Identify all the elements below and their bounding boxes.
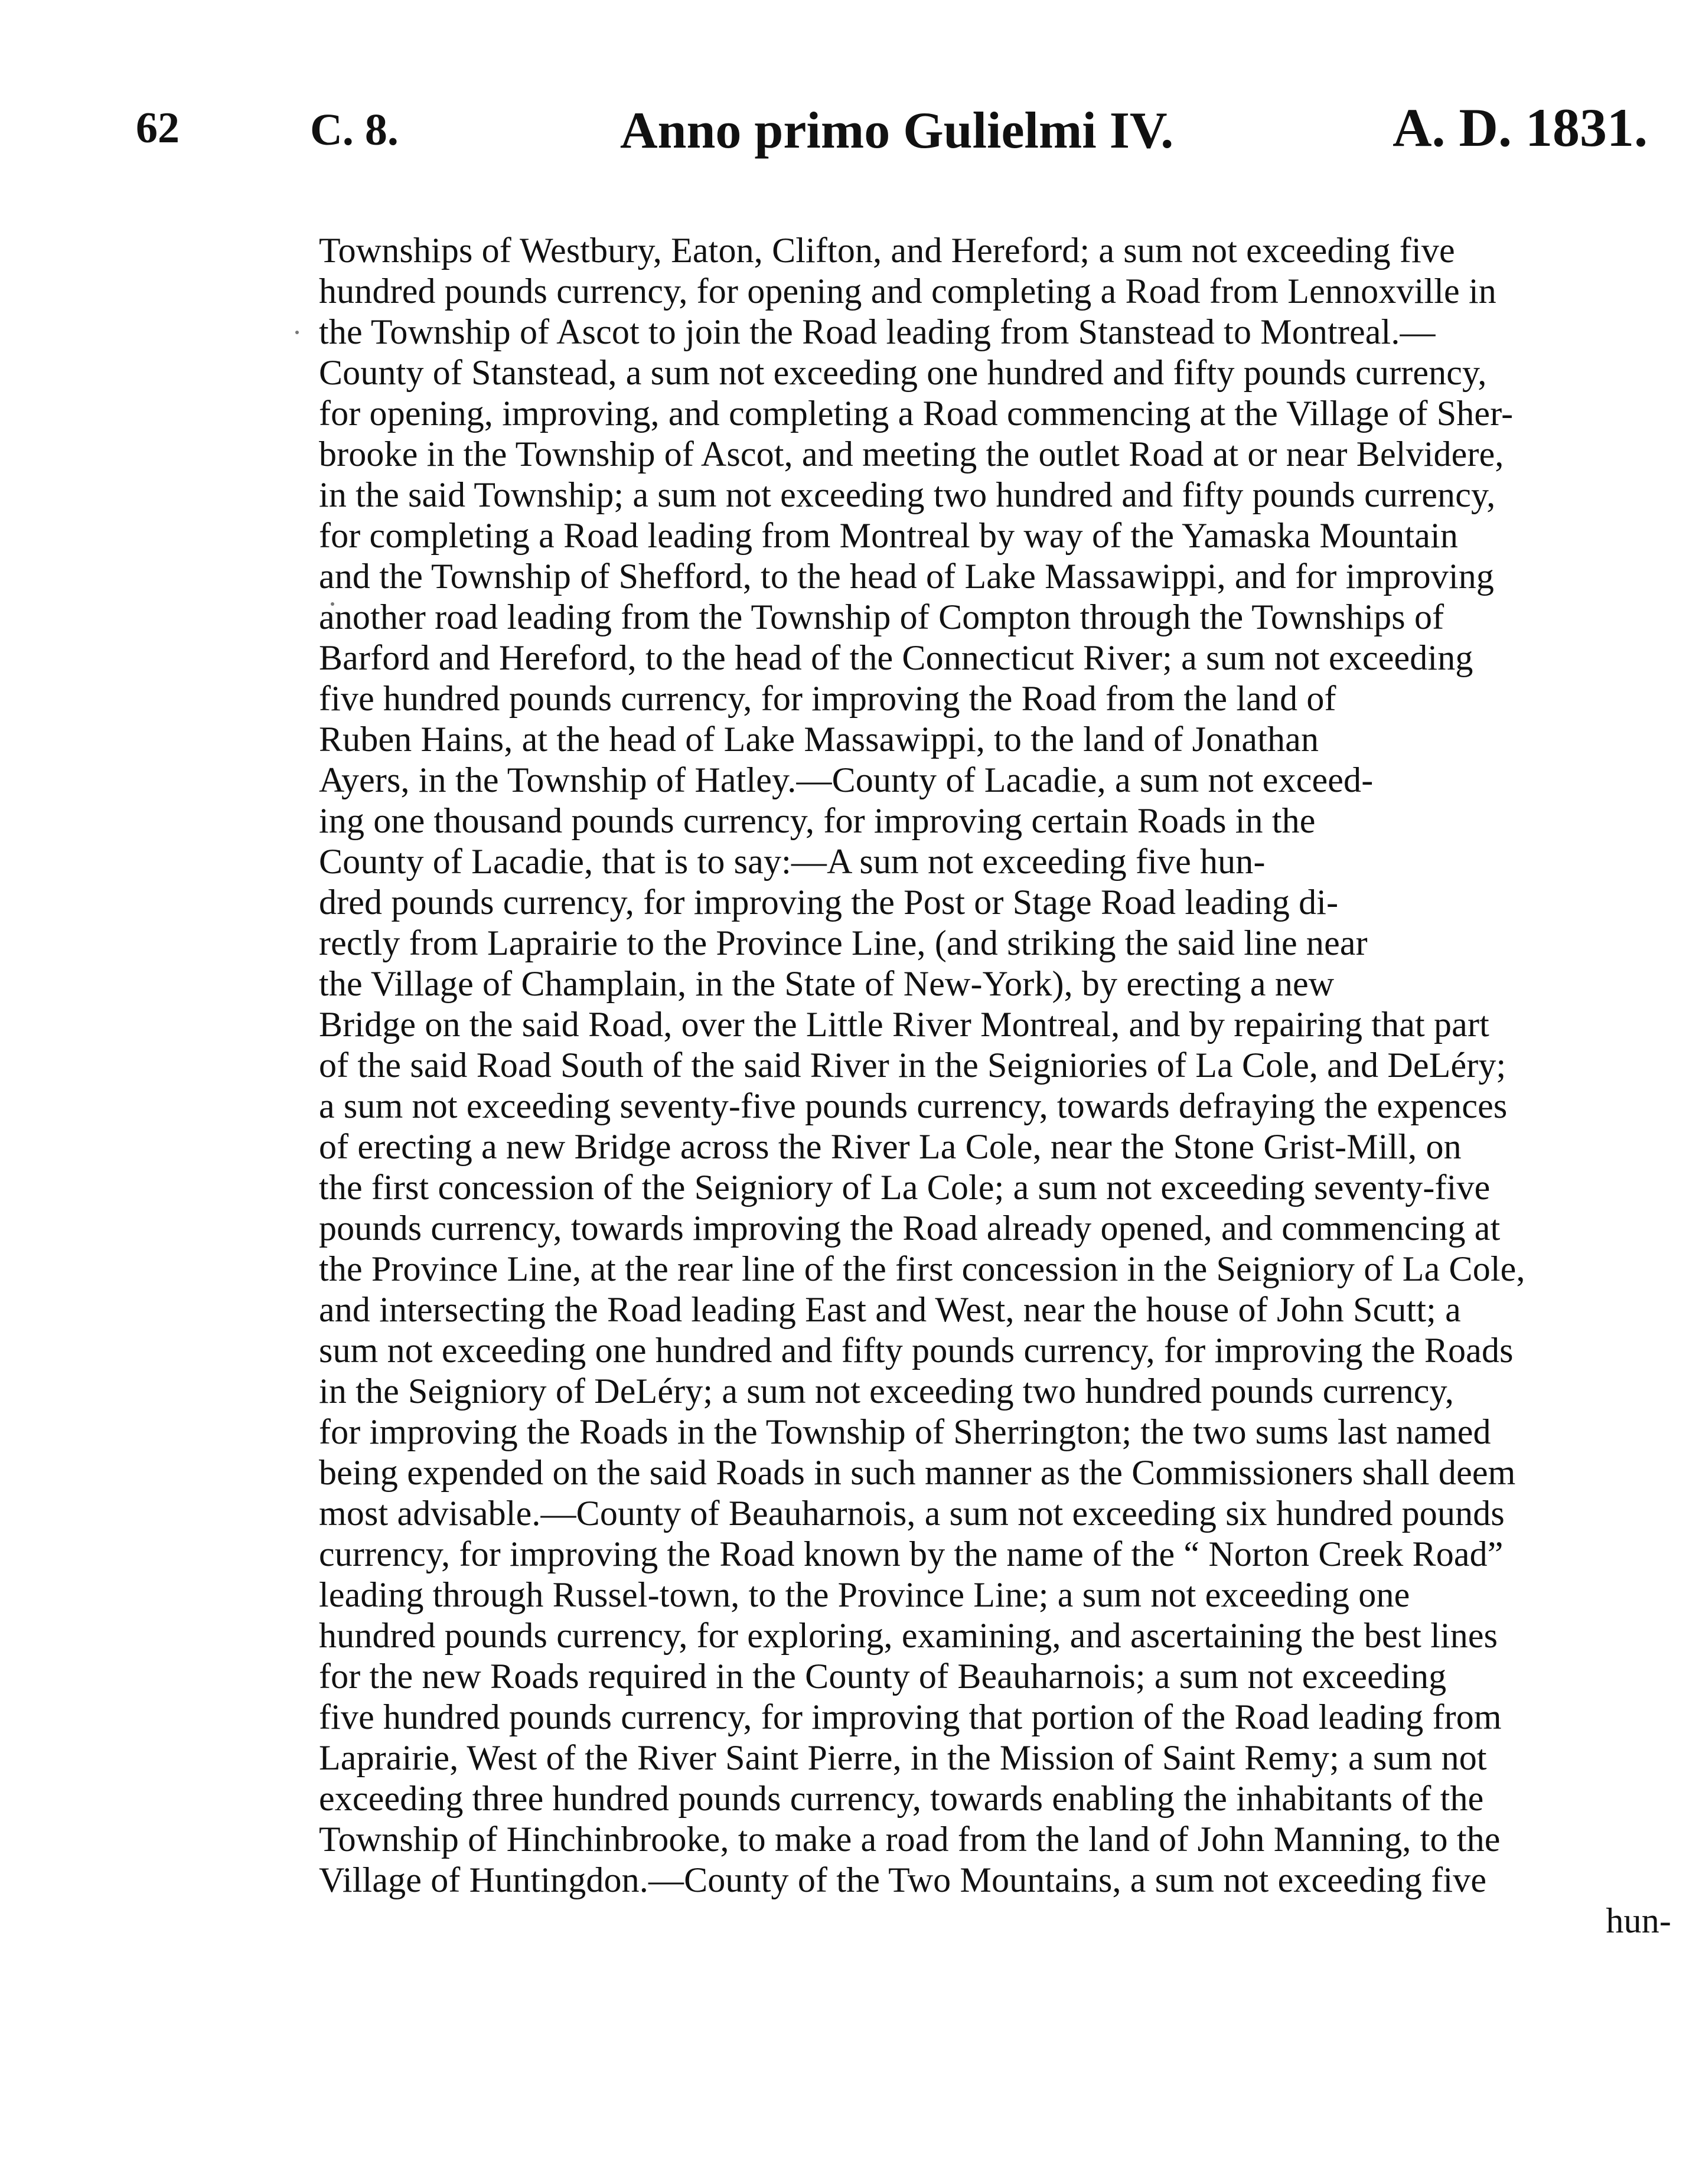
text-line: in the Seigniory of DeLéry; a sum not exceeding two hundred pounds currency, [319, 1372, 1454, 1411]
text-line: leading through Russel-town, to the Province Line; a sum not exceeding one [319, 1575, 1410, 1614]
text-line: sum not exceeding one hundred and fifty pounds currency, for improving the Roads [319, 1331, 1514, 1370]
text-line: another road leading from the Township of Compton through the Townships of [319, 598, 1444, 636]
text-line: Township of Hinchinbrooke, to make a road from the land of John Manning, to the [319, 1820, 1501, 1859]
chapter-number: C. 8. [310, 105, 399, 155]
text-line: most advisable.—County of Beauharnois, a sum not exceeding six hundred pounds [319, 1494, 1505, 1533]
text-line: for completing a Road leading from Montreal by way of the Yamaska Mountain [319, 516, 1459, 555]
regnal-year-title: Anno primo Gulielmi IV. [620, 102, 1174, 159]
text-line: the Township of Ascot to join the Road leading from Stanstead to Montreal.— [319, 312, 1436, 351]
text-line: the Village of Champlain, in the State of New-York), by erecting a new [319, 964, 1335, 1003]
text-line: rectly from Laprairie to the Province Line, (and striking the said line near [319, 923, 1368, 962]
text-line: hundred pounds currency, for exploring, examining, and ascertaining the best lines [319, 1616, 1498, 1655]
text-line: brooke in the Township of Ascot, and meeting the outlet Road at or near Belvidere, [319, 435, 1504, 474]
text-line: five hundred pounds currency, for improving the Road from the land of [319, 679, 1336, 718]
text-line: for the new Roads required in the County of Beauharnois; a sum not exceeding [319, 1657, 1447, 1696]
text-line: of the said Road South of the said River in the Seigniories of La Cole, and DeLéry; [319, 1046, 1506, 1085]
text-line: County of Stanstead, a sum not exceeding one hundred and fifty pounds currency, [319, 353, 1487, 392]
text-line: for opening, improving, and completing a Road commencing at the Village of Sher- [319, 394, 1514, 433]
text-line: Townships of Westbury, Eaton, Clifton, and Hereford; a sum not exceeding five [319, 231, 1455, 270]
page-number: 62 [136, 104, 180, 152]
text-line: of erecting a new Bridge across the River La Cole, near the Stone Grist-Mill, on [319, 1127, 1462, 1166]
text-line: for improving the Roads in the Township of Sherrington; the two sums last named [319, 1412, 1491, 1451]
text-line: pounds currency, towards improving the Road already opened, and commencing at [319, 1209, 1501, 1248]
text-line: hundred pounds currency, for opening and completing a Road from Lennoxville in [319, 272, 1496, 311]
text-line: five hundred pounds currency, for improving that portion of the Road leading from [319, 1697, 1502, 1736]
year-of-act: A. D. 1831. [1393, 97, 1648, 158]
text-line: Bridge on the said Road, over the Little River Montreal, and by repairing that part [319, 1005, 1489, 1044]
text-line: currency, for improving the Road known by the name of the “ Norton Creek Road” [319, 1535, 1504, 1573]
text-line: Ayers, in the Township of Hatley.—County of Lacadie, a sum not exceed- [319, 760, 1374, 799]
text-line: and the Township of Shefford, to the head of Lake Massawippi, and for improving [319, 557, 1495, 596]
running-header [136, 97, 1648, 177]
text-line: Barford and Hereford, to the head of the Connecticut River; a sum not exceeding [319, 638, 1473, 677]
text-line: Village of Huntingdon.—County of the Two Mountains, a sum not exceeding five [319, 1860, 1487, 1899]
text-line: in the said Township; a sum not exceeding two hundred and fifty pounds currency, [319, 475, 1496, 514]
text-line: County of Lacadie, that is to say:—A sum not exceeding five hun- [319, 842, 1266, 881]
catchword: hun- [1606, 1901, 1671, 1940]
text-line: ing one thousand pounds currency, for improving certain Roads in the [319, 801, 1316, 840]
text-line: Ruben Hains, at the head of Lake Massawippi, to the land of Jonathan [319, 720, 1319, 759]
margin-speck [295, 331, 299, 334]
text-line: the first concession of the Seigniory of La Cole; a sum not exceeding seventy-five [319, 1168, 1491, 1207]
text-line: the Province Line, at the rear line of the first concession in the Seigniory of La Cole, [319, 1249, 1525, 1288]
text-line: a sum not exceeding seventy-five pounds currency, towards defraying the expences [319, 1086, 1508, 1125]
text-line: dred pounds currency, for improving the Post or Stage Road leading di- [319, 883, 1339, 922]
text-line: exceeding three hundred pounds currency, towards enabling the inhabitants of the [319, 1779, 1484, 1818]
text-line: Laprairie, West of the River Saint Pierre, in the Mission of Saint Remy; a sum not [319, 1738, 1487, 1777]
statute-body-text [319, 230, 1677, 1941]
text-line: being expended on the said Roads in such manner as the Commissioners shall deem [319, 1453, 1516, 1492]
text-line: and intersecting the Road leading East and West, near the house of John Scutt; a [319, 1290, 1461, 1329]
